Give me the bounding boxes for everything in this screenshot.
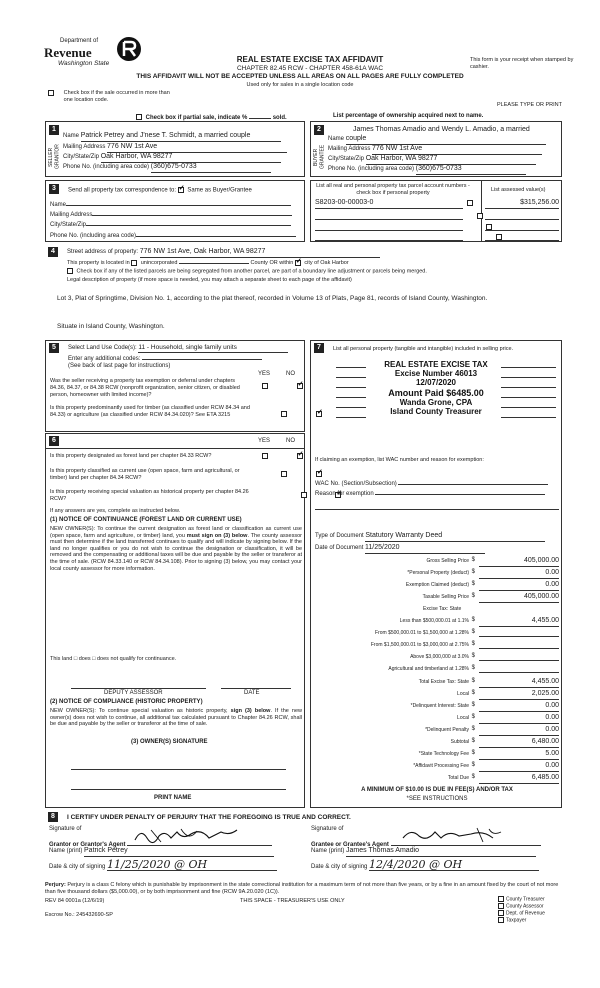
parcel-personal-checkbox-1[interactable] (467, 200, 473, 206)
tax-row-taxable (271, 593, 561, 603)
tax-row-label: Total Due (447, 775, 469, 781)
seller-phone[interactable]: (360)675-0733 (151, 163, 271, 173)
doc-type[interactable]: Statutory Warranty Deed (365, 532, 545, 542)
legal-label: Legal description of property (if more space is needed, you may attach a separate sheet to each page of the affidavit) (67, 277, 352, 283)
stamp-line6: Island County Treasurer (390, 407, 482, 417)
dollar-sign: $ (471, 702, 475, 708)
assessed-value[interactable]: $315,256.00 (485, 199, 559, 209)
tax-row-personal (271, 569, 561, 579)
tax-row-value[interactable]: 0.00 (479, 714, 559, 724)
notice1-text-b: . The county assessor must then determine if the land transferred continues to qualify and will indicate by signing below. If the land no longer qualifies or you do not wish to continue the designation or classification, it will be removed and the compensating or additional taxes will be due and payable by the seller or transferor at the time of sale. (RCW 84.33.140 or RCW 84.34.108). Prior to signing (3) below, you may contact your local county assessor for more information. (50, 532, 302, 572)
tax-row-label: *Delinquent Interest: State (410, 703, 469, 709)
s3-mail-label: Mailing Address (50, 212, 93, 218)
tax-row-label: Above $3,000,000 at 3.0% (410, 654, 469, 660)
qualify-line: This land □ does □ does not qualify for continuance. (50, 656, 177, 662)
copy-label: County Assessor (506, 903, 544, 910)
parcel-number[interactable]: S8203-00-00003-0 (315, 199, 463, 209)
dollar-sign: $ (471, 641, 475, 647)
s6-q1-no[interactable] (297, 453, 303, 459)
tax-row-label: Total Excise Tax: State (418, 679, 469, 685)
tax-row-value[interactable]: 6,480.00 (479, 738, 559, 748)
same-as-buyer-checkbox[interactable] (178, 187, 184, 193)
tax-row-tier3 (271, 641, 561, 651)
back-note: (See back of last page for instructions) (68, 363, 171, 369)
section-7-tax (310, 340, 562, 808)
parcel-header: List all real and personal property tax parcel account numbers - check box if personal property (316, 183, 470, 196)
section-6-number: 6 (49, 436, 59, 446)
stamp-line2: Excise Number 46013 (394, 369, 478, 379)
dollar-sign: $ (471, 762, 475, 768)
section-1-number: 1 (49, 125, 59, 135)
s5-yes-header: YES (258, 371, 271, 377)
notice2-text-a: NEW OWNER(S): To continue special valuation as historic property, (50, 708, 231, 714)
tax-row-label: From $500,000.01 to $1,500,000 at 1.28% (375, 630, 469, 636)
assessed-header: List assessed value(s) (491, 187, 546, 193)
escrow-number: Escrow No.: 245432690-SP (45, 912, 113, 918)
section-7-number: 7 (314, 343, 324, 353)
form-warning: THIS AFFIDAVIT WILL NOT BE ACCEPTED UNLESS ALL AREAS ON ALL PAGES ARE FULLY COMPLETED (136, 73, 464, 80)
tax-row-label: Local (457, 715, 469, 721)
deputy-assessor-label: DEPUTY ASSESSOR (104, 690, 163, 696)
stamp-line1: REAL ESTATE EXCISE TAX (384, 360, 488, 369)
tax-row-label: Local (457, 691, 469, 697)
buyer-mail[interactable]: 776 NW 1st Ave (372, 145, 542, 155)
tax-row-value[interactable]: 0.00 (479, 581, 559, 591)
s5-q1: Was the seller receiving a property tax exemption or deferral under chapters 84.36, 84.37, or 84.38 RCW (nonprofit organization, senior citizen, or disabled person, homeowner with limited income)? (50, 378, 240, 398)
buyer-city-label: City/State/Zip (328, 156, 365, 162)
buyer-city[interactable]: Oak Harbor, WA 98277 (366, 155, 536, 165)
tax-row-processing-fee (271, 762, 561, 772)
dept-line1: Department of (60, 38, 99, 44)
assessed-value-3[interactable] (485, 223, 559, 231)
dollar-sign: $ (471, 629, 475, 635)
reason-field[interactable] (375, 489, 545, 495)
ownership-label: List percentage of ownership acquired next to name. (333, 113, 484, 119)
grantor-date[interactable]: 11/25/2020 @ OH (107, 859, 277, 871)
grantee-date[interactable]: 12/4/2020 @ OH (369, 859, 539, 871)
tax-row-label: Subtotal (450, 739, 469, 745)
wac-field[interactable] (398, 479, 548, 485)
tax-row-value[interactable]: 4,455.00 (479, 678, 559, 688)
tax-row-value[interactable] (479, 641, 559, 649)
tax-row-value[interactable]: 0.00 (479, 569, 559, 579)
seller-name[interactable]: Patrick Petrey and J'nese T. Schmidt, a married couple (81, 132, 281, 142)
dollar-sign: $ (471, 774, 475, 780)
unincorporated-label: unincorporated (140, 260, 178, 266)
receipt-note: This form is your receipt when stamped by cashier. (470, 57, 574, 70)
section-8-certification (45, 810, 562, 882)
form-title: REAL ESTATE EXCISE TAX AFFIDAVIT (236, 55, 384, 64)
tax-row-label: Exemption Claimed (deduct) (405, 582, 469, 588)
tax-row-label: Less than $500,000.01 at 1.1% (399, 618, 469, 624)
notice2-text-b: . If the new owner(s) does not wish to continue, all additional tax calculated pursuant to Chapter 84.26 RCW, shall be due and payable by the seller or transferor at the time of sale. (50, 708, 302, 728)
buyer-phone[interactable]: (360)675-0733 (416, 165, 526, 175)
tax-row-value[interactable]: 0.00 (479, 762, 559, 772)
notice2-text (50, 708, 302, 728)
s6-q3-yes[interactable] (301, 492, 307, 498)
dollar-sign: $ (471, 714, 475, 720)
buyer-name-line2[interactable]: couple (346, 135, 546, 145)
dollar-sign: $ (471, 750, 475, 756)
s5-q1-yes[interactable] (262, 383, 268, 389)
section-6-designation (45, 433, 305, 808)
form-subtitle: CHAPTER 82.45 RCW - CHAPTER 458-61A WAC (236, 65, 384, 72)
tax-row-exemption (271, 581, 561, 591)
excise-state-label: Excise Tax: State (423, 606, 462, 612)
s3-city-label: City/State/Zip (50, 222, 87, 228)
parcel-number-4[interactable] (315, 233, 463, 241)
s3-phone-label: Phone No. (including area code) (50, 233, 137, 239)
section-2-number: 2 (314, 125, 324, 135)
excise-stamp (371, 360, 501, 416)
partial-sale-checkbox[interactable] (136, 114, 142, 120)
dor-emblem-icon (116, 36, 142, 62)
copy-checkbox[interactable] (498, 910, 504, 916)
s5-q2: Is this property predominantly used for timber (as classified under RCW 84.34 and 84.33) or agriculture (as classified under RCW 84.34.020)? See ETA 3215 (50, 405, 250, 418)
section-1-seller (45, 121, 305, 177)
doc-date[interactable]: 11/25/2020 (365, 544, 485, 554)
owner-signature-field[interactable] (71, 759, 286, 769)
grantor-sig-label-b: Grantor or Grantor's Agent (49, 841, 126, 848)
assessor-date-label: DATE (244, 690, 260, 696)
s6-q2-yes[interactable] (281, 471, 287, 477)
copy-item (498, 896, 545, 903)
city-of-label: city of Oak Harbor (304, 260, 349, 266)
dollar-sign: $ (471, 738, 475, 744)
copy-label: County Treasurer (506, 896, 545, 903)
section-3-correspondence (45, 180, 305, 242)
city-checkbox[interactable] (295, 260, 301, 266)
assessed-value-4[interactable] (485, 233, 559, 241)
grantee-signature[interactable] (391, 834, 541, 846)
tax-row-subtotal (271, 738, 561, 748)
stamp-line5: Wanda Grone, CPA (399, 397, 473, 407)
dollar-sign: $ (471, 653, 475, 659)
buyer-name-line1[interactable]: James Thomas Amadio and Wendy L. Amadio, a married (353, 126, 530, 133)
buyer-phone-label: Phone No. (including area code) (328, 166, 415, 172)
grantor-name[interactable]: Patrick Petrey (84, 847, 274, 857)
tax-row-agri (271, 665, 561, 675)
grantee-name-label: Name (print) (311, 848, 345, 854)
wac-label: WAC No. (Section/Subsection) (315, 481, 397, 487)
s3-phone-field[interactable] (136, 231, 296, 237)
dept-line3: Washington State (58, 60, 110, 67)
s5-q2-yes[interactable] (281, 411, 287, 417)
legal-description[interactable]: Lot 3, Plat of Springtime, Division No. 1, according to the plat thereof, recorded in Volume 13 of Plats, Page 81, records of Island County, Washington. (57, 295, 488, 302)
send-correspondence-label: Send all property tax correspondence to: (68, 187, 177, 194)
s3-city-field[interactable] (86, 220, 291, 226)
parcel-personal-checkbox-2[interactable] (477, 213, 483, 219)
notice1-text (50, 526, 302, 572)
tax-row-value[interactable]: 6,485.00 (479, 774, 559, 784)
tax-row-label: *Delinquent Penalty (425, 727, 469, 733)
tax-row-label: *State Technology Fee (418, 751, 469, 757)
certify-statement: I CERTIFY UNDER PENALTY OF PERJURY THAT THE FOREGOING IS TRUE AND CORRECT. (67, 814, 351, 821)
tax-row-tier2 (271, 629, 561, 639)
dollar-sign: $ (471, 557, 475, 563)
additional-codes-label: Enter any additional codes: (68, 356, 141, 362)
grantor-name-label: Name (print) (49, 848, 83, 854)
s6-if-yes: If any answers are yes, complete as instructed below. (50, 508, 181, 514)
buyer-mail-label: Mailing Address (328, 146, 371, 152)
tax-row-penalty (271, 726, 561, 736)
tax-row-value[interactable]: 0.00 (479, 726, 559, 736)
located-label: This property is located in (67, 260, 130, 266)
s6-q2: Is this property classified as current use (open space, farm and agricultural, or timber) land per chapter 84.34 RCW? (50, 468, 240, 481)
tax-row-value[interactable]: 405,000.00 (479, 557, 559, 567)
grantor-date-label: Date & city of signing (49, 864, 106, 870)
copy-item (498, 903, 545, 910)
notice1-title: (1) NOTICE OF CONTINUANCE (FOREST LAND OR CURRENT USE) (50, 517, 242, 523)
dollar-sign: $ (471, 569, 475, 575)
grantee-signature-icon (397, 826, 507, 844)
notice1-bold: must sign on (3) below (186, 532, 248, 539)
seller-mail-label: Mailing Address (63, 144, 106, 150)
s3-mail-field[interactable] (92, 210, 292, 216)
doc-type-label: Type of Document (315, 533, 364, 539)
grantor-sig-label-a: Signature of (49, 826, 82, 832)
copy-checkbox[interactable] (498, 917, 504, 923)
dollar-sign: $ (471, 593, 475, 599)
personal-property-label: List all personal property (tangible and intangible) included in selling price. (333, 346, 514, 352)
tax-row-value[interactable] (479, 665, 559, 673)
print-note: PLEASE TYPE OR PRINT (497, 102, 563, 108)
tax-row-value[interactable]: 0.00 (479, 702, 559, 712)
seller-city[interactable]: Oak Harbor, WA 98277 (101, 153, 281, 163)
doc-date-label: Date of Document (315, 545, 364, 551)
tax-row-value[interactable]: 405,000.00 (479, 593, 559, 603)
situate-text[interactable]: Situate in Island County, Washington. (57, 323, 165, 330)
copy-checkbox[interactable] (498, 903, 504, 909)
tax-row-tier4 (271, 653, 561, 663)
tax-row-value[interactable]: 2,025.00 (479, 690, 559, 700)
copy-distribution (498, 896, 545, 924)
seller-mail[interactable]: 776 NW 1st Ave (107, 143, 287, 153)
tax-row-tier1 (271, 617, 561, 627)
dollar-sign: $ (471, 665, 475, 671)
same-as-buyer-label: Same as Buyer/Grantee (187, 187, 252, 194)
tax-row-value[interactable] (479, 653, 559, 661)
seller-city-label: City/State/Zip (63, 154, 100, 160)
notice2-bold: sign (3) below (230, 708, 271, 714)
grantor-signature-icon (131, 826, 241, 844)
dollar-sign: $ (471, 617, 475, 623)
grantee-sig-label-b: Grantee or Grantee's Agent (311, 841, 389, 848)
rev-number: REV 84 0001a (12/6/19) (45, 898, 105, 904)
grantee-name[interactable]: James Thomas Amadio (346, 847, 536, 857)
parcel-number-2[interactable] (315, 212, 463, 220)
segregation-note: Check box if any of the listed parcels are being segregated from another parcel, are part of a boundary line adjustment or parcels being merged. (76, 268, 427, 275)
tax-row-label: From $1,500,000.01 to $3,000,000 at 2.75% (370, 642, 469, 648)
section-4-property (45, 245, 562, 335)
s6-q1: Is this property designated as forest land per chapter 84.33 RCW? (50, 453, 212, 459)
parcel-number-3[interactable] (315, 223, 463, 231)
seller-side-label: SELLER GRANTOR (48, 144, 61, 170)
s6-q1-yes[interactable] (262, 453, 268, 459)
dollar-sign: $ (471, 581, 475, 587)
partial-sale-label: Check box if partial sale, indicate % (145, 115, 248, 121)
print-name-label: PRINT NAME (154, 795, 192, 801)
copy-item (498, 910, 545, 917)
copy-label: Dept. of Revenue (506, 910, 545, 917)
buyer-name-label: Name (328, 136, 345, 142)
copy-item (498, 917, 545, 924)
s5-q1-no[interactable] (297, 383, 303, 389)
dollar-sign: $ (471, 678, 475, 684)
s5-no-header: NO (286, 371, 295, 377)
grantee-sig-label-a: Signature of (311, 826, 344, 832)
notice2-title: (2) NOTICE OF COMPLIANCE (HISTORIC PROPERTY) (50, 699, 203, 705)
tax-row-value[interactable]: 4,455.00 (479, 617, 559, 627)
buyer-side-label: BUYER GRANTEE (313, 144, 326, 170)
stamp-line3: 12/07/2020 (415, 378, 457, 388)
s6-no-header: NO (286, 438, 295, 444)
section-3-parcels (310, 180, 562, 242)
owner-signature-label: (3) OWNER(S) SIGNATURE (131, 739, 208, 745)
seller-name-label: Name (63, 133, 80, 139)
tax-row-tech-fee (271, 750, 561, 760)
section-5-number: 5 (49, 343, 59, 353)
s6-yes-header: YES (258, 438, 271, 444)
copy-checkbox[interactable] (498, 896, 504, 902)
tax-row-label: *Affidavit Processing Fee (413, 763, 469, 769)
dollar-sign: $ (471, 726, 475, 732)
section-8-number: 8 (48, 812, 58, 822)
perjury-notice (45, 882, 562, 895)
dor-logo (44, 36, 154, 74)
additional-codes-field[interactable] (142, 354, 262, 360)
single-location-note: Used only for sales in a single location code (246, 82, 354, 88)
treasurer-space: THIS SPACE - TREASURER'S USE ONLY (240, 898, 345, 904)
grantee-date-label: Date & city of signing (311, 864, 368, 870)
multi-location-checkbox[interactable] (48, 90, 54, 96)
tax-row-label: *Personal Property (deduct) (407, 570, 469, 576)
tax-row-label: Gross Selling Price (426, 558, 469, 564)
street-address[interactable]: 776 NW 1st Ave, Oak Harbor, WA 98277 (140, 248, 380, 258)
section-4-number: 4 (48, 247, 58, 257)
see-instructions: *SEE INSTRUCTIONS (406, 796, 468, 802)
notice1-text-a: NEW OWNER(S): To continue the current designation as forest land or classification as current use (open space, farm and agriculture, or timber) land, you (50, 526, 302, 539)
s3-name-label: Name (50, 202, 67, 208)
tax-row-value[interactable] (479, 629, 559, 637)
street-label: Street address of property: (67, 249, 139, 255)
partial-sale-sold: sold. (272, 115, 287, 121)
tax-row-label: Agricultural and timberland at 1.28% (388, 666, 469, 672)
tax-row-value[interactable]: 5.00 (479, 750, 559, 760)
seller-phone-label: Phone No. (including area code) (63, 164, 150, 170)
copy-label: Taxpayer (506, 917, 527, 924)
multi-location-label: Check box if the sale occurred in more than one location code. (63, 90, 170, 103)
assessed-value-2[interactable] (485, 212, 559, 220)
perjury-text: Perjury is a class C felony which is punishable by imprisonment in the state correctional institution for a maximum term of not more than five years, or by a fine in an amount fixed by the court of not more than five thousand dollars ($5,000.00), or by both imprisonment and fine (RCW 9A.20.020 (1C)). (45, 882, 559, 895)
s3-name-field[interactable] (66, 200, 291, 206)
partial-sale-percent-field[interactable] (249, 113, 271, 119)
land-use-label: Select Land Use Code(s): (68, 345, 137, 351)
tax-row-interest-state (271, 702, 561, 712)
dollar-sign: $ (471, 690, 475, 696)
dept-line2: Revenue (44, 45, 92, 60)
county-or-label: County OR within (250, 260, 294, 266)
tax-row-total-due (271, 774, 561, 784)
segregation-checkbox[interactable] (67, 268, 73, 274)
tax-row-total-state (271, 678, 561, 688)
land-use-value[interactable]: 11 - Household, single family units (138, 344, 288, 353)
stamp-line4: Amount Paid $6485.00 (388, 387, 484, 398)
section-2-buyer (310, 121, 562, 177)
minimum-note: A MINIMUM OF $10.00 IS DUE IN FEE(S) AND/OR TAX (361, 787, 513, 793)
county-field[interactable] (179, 258, 249, 264)
tax-row-gross (271, 557, 561, 567)
tax-row-local (271, 690, 561, 700)
section-5-land-use (45, 340, 305, 432)
reason-label: Reason for exemption (315, 491, 374, 497)
s6-q3: Is this property receiving special valuation as historical property per chapter 84.26 RCW? (50, 489, 249, 502)
tax-row-label: Taxable Selling Price (422, 594, 469, 600)
section-3-number: 3 (49, 184, 59, 194)
tax-row-interest-local (271, 714, 561, 724)
exemption-label: If claiming an exemption, list WAC number and reason for exemption: (315, 457, 484, 463)
unincorporated-checkbox[interactable] (131, 260, 137, 266)
perjury-bold: Perjury: (45, 882, 66, 888)
grantor-signature[interactable] (127, 834, 272, 846)
